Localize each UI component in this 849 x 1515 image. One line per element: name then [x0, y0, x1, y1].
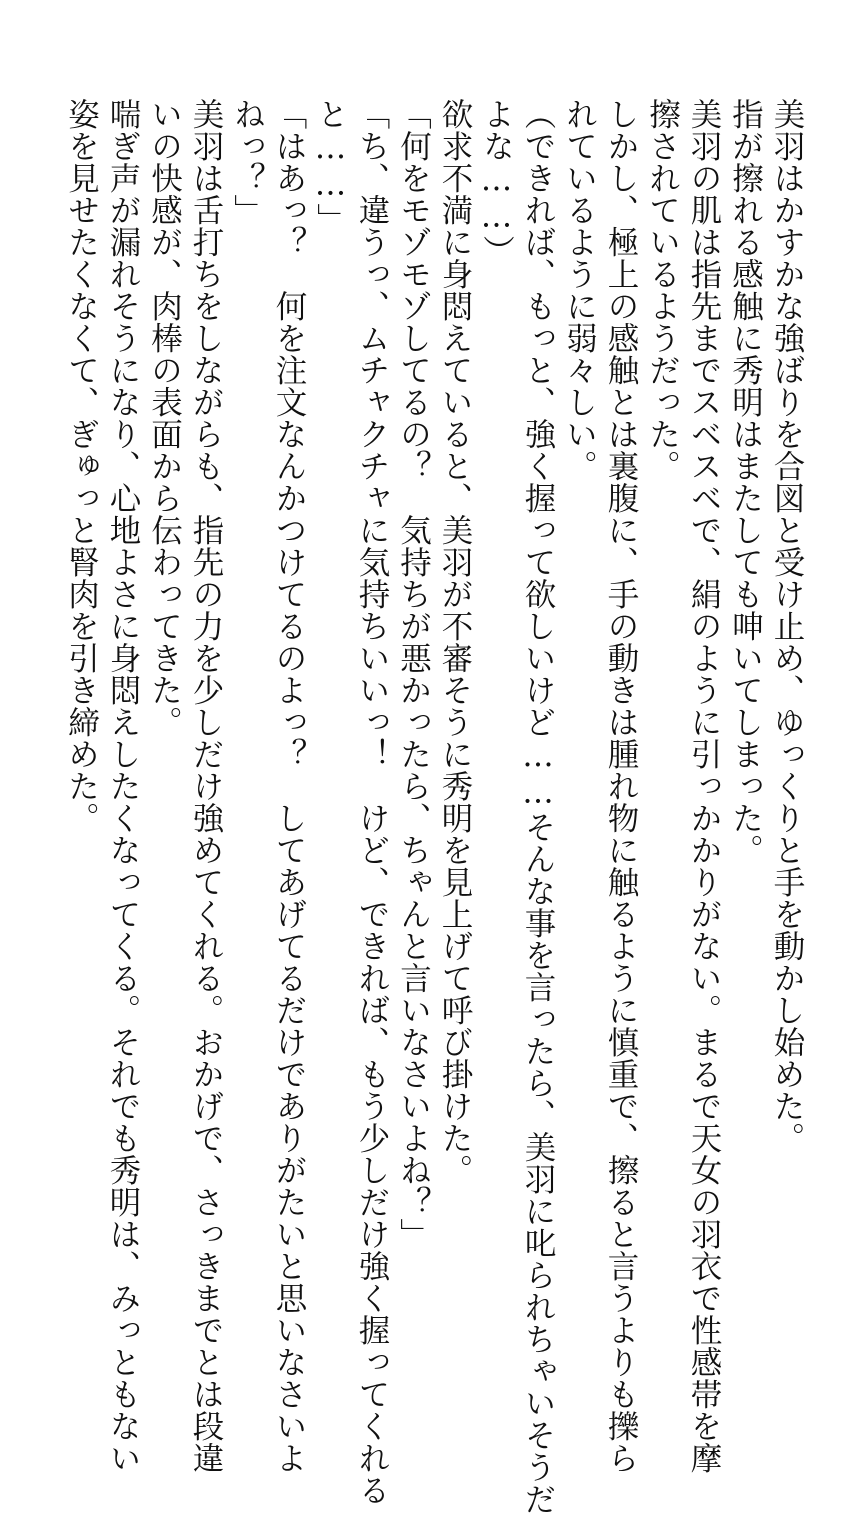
text-line-18: 姿を見せたくなくて、ぎゅっと腎肉を引き締めた。: [63, 98, 100, 834]
text-line-2: 指が擦れる感触に秀明はまたしても呻いてしまった。: [727, 98, 764, 866]
text-line-15: 美羽は舌打ちをしながらも、指先の力を少しだけ強めてくれる。おかげで、さっきまでとは段違: [188, 98, 224, 1474]
text-line-3: 美羽の肌は指先までスベスベで、絹のように引っかかりがない。まるで天女の羽衣で性感帯を摩: [686, 98, 722, 1474]
text-line-6: れているように弱々しい。: [561, 98, 598, 482]
text-line-9: 欲求不満に身悶えていると、美羽が不審そうに秀明を見上げて呼び掛けた。: [437, 98, 473, 1186]
text-line-12: と……」: [312, 98, 349, 235]
text-line-16: いの快感が、肉棒の表面から伝わってきた。: [146, 98, 183, 738]
text-line-7: （できれば、もっと、強く握って欲しいけど……そんな事を言ったら、美羽に叱られちゃいそうだ: [520, 98, 556, 1515]
text-line-14: ねっ？」: [229, 98, 266, 226]
text-line-11: 「ち、違うっ、ムチャクチャに気持ちいいっ！ けど、できれば、もう少しだけ強く握ってくれる: [354, 98, 390, 1506]
text-line-5: しかし、極上の感触とは裏腹に、手の動きは腫れ物に触るように慎重で、擦ると言うよりも擽ら: [603, 98, 639, 1474]
text-line-1: 美羽はかすかな強ばりを合図と受け止め、ゆっくりと手を動かし始めた。: [769, 98, 805, 1154]
text-line-13: 「はあっ？ 何を注文なんかつけてるのよっ？ してあげてるだけでありがたいと思いなさいよ: [271, 98, 307, 1474]
text-line-10: 「何をモゾモゾしてるの？ 気持ちが悪かったら、ちゃんと言いなさいよね？」: [395, 98, 432, 1250]
text-line-17: 喘ぎ声が漏れそうになり、心地よさに身悶えしたくなってくる。それでも秀明は、みっともない: [105, 98, 141, 1474]
text-line-4: 擦されているようだった。: [644, 98, 681, 482]
vertical-text-body: [27, 98, 807, 1515]
text-line-8: よな……）: [478, 98, 515, 267]
